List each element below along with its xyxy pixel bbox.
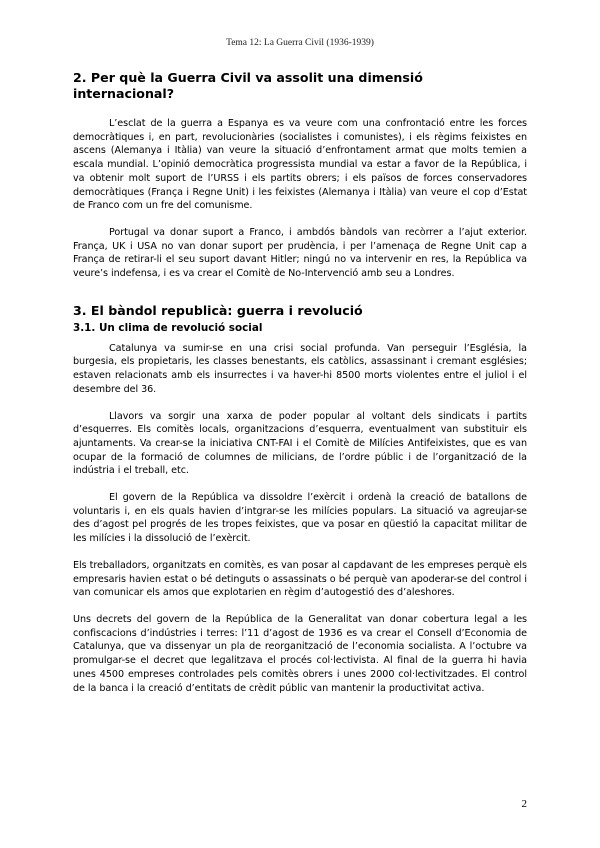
section-3-heading: 3. El bàndol republicà: guerra i revolució: [73, 302, 363, 318]
section-3-paragraph-3: El govern de la República va dissoldre l’exèrcit i ordenà la creació de batallons de voluntaris i, en els quals havien d’intgrar-se les milícies populars. La situació va agreujar-se des d’agost pel progrés de les tropes feixistes, que va posar en qüestió la capacitat militar de les milícies i la dissolució de l’exèrcit.: [73, 492, 527, 545]
section-3-paragraph-5: Uns decrets del govern de la República de la Generalitat van donar cobertura legal a les confiscacions d’indústries i terres: l’11 d’agost de 1936 es va crear el Consell d’Economia de Catalunya, que va dissenyar un pla de reorganització de l’economia socialista. A l’octubre va promulgar-se el decret que legalitzava el procés col·lectivista. Al final de la guerra hi havia unes 4500 empreses controlades pels comitès obrers i unes 2000 col·lectivitzades. El control de la banca i la creació d’entitats de crèdit públic van mantenir la productivitat activa.: [73, 613, 527, 694]
section-3-1-subheading: 3.1. Un clima de revolució social: [73, 321, 263, 334]
section-2-heading: 2. Per què la Guerra Civil va assolit una dimensió internacional?: [73, 70, 423, 101]
section-2-paragraph-2: Portugal va donar suport a Franco, i ambdós bàndols van recòrrer a l’ajut exterior. França, UK i USA no van donar suport per prudència, i per l’amenaça de Regne Unit cap a França de retirar-li el seu suport davant Hitler; ningú no va intervenir en res, la República va veure’s indefensa, i es va crear el Comitè de No-Intervenció amb seu a Londres.: [73, 226, 527, 280]
section-3-paragraph-1: Catalunya va sumir-se en una crisi social profunda. Van perseguir l’Església, la burgesia, els propietaris, les classes benestants, els catòlics, assassinant i cremant esglésies; estaven relacionats amb els insurrectes i va haver-hi 8500 morts violentes entre el juliol i el desembre del 36.: [73, 342, 527, 395]
section-3-paragraph-4: Els treballadors, organitzats en comitès, es van posar al capdavant de les empreses perquè els empresaris havien estat o bé detinguts o assassinats o bé perquè van apoderar-se del control i van comunicar els amos que explotarien en règim d’autogestió des d’aleshores.: [73, 559, 527, 599]
section-3-paragraph-2: Llavors va sorgir una xarxa de poder popular al voltant dels sindicats i partits d’esquerres. Els comitès locals, organitzacions d’esquerra, eventualment van substituir els ajuntaments. Va crear-se la iniciativa CNT-FAI i el Comitè de Milícies Antifeixistes, que es van ocupar de la formació de columnes de milicians, de l’ordre públic i de l’organització de la indústria i el treball, etc.: [73, 410, 527, 477]
page-content: [73, 70, 527, 708]
section-2-paragraph-1: L’esclat de la guerra a Espanya es va veure com una confrontació entre les forces democràtiques i, en part, revolucionàries (socialistes i comunistes), i els règims feixistes en ascens (Alemanya i Itàlia) van veure la situació d’enfrontament armat que molts temien a escala mundial. L’opinió democràtica progressista mundial va estar a favor de la República, i va obtenir molt suport de l’URSS i els partits obrers; i els països de forces conservadores democràtiques (França i Regne Unit) i les feixistes (Alemanya i Itàlia) van veure el cop d’Estat de Franco com un fre del comunisme.: [73, 118, 527, 212]
running-header: Tema 12: La Guerra Civil (1936-1939): [226, 38, 374, 48]
page-number: 2: [521, 798, 527, 810]
